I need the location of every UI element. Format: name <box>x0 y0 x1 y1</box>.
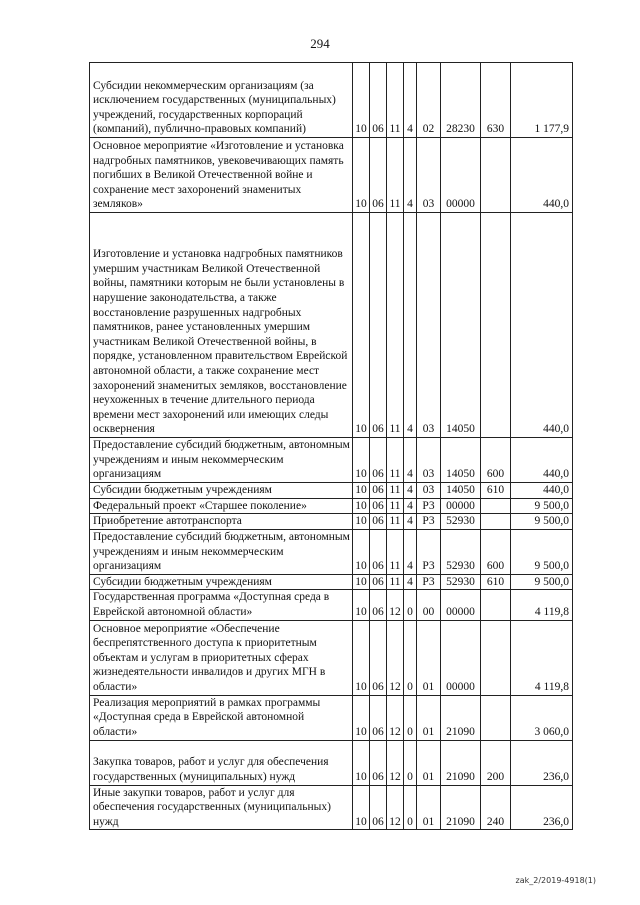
table-row <box>90 620 573 695</box>
row-code-c1: 10 <box>353 590 370 620</box>
row-code-vr <box>481 695 511 740</box>
row-code-vr: 630 <box>481 63 511 138</box>
row-amount: 236,0 <box>511 740 573 785</box>
row-code-c1: 10 <box>353 529 370 574</box>
row-code-c2: 06 <box>370 574 387 590</box>
row-code-c2: 06 <box>370 590 387 620</box>
row-code-c3: 11 <box>387 483 404 499</box>
row-amount: 4 119,8 <box>511 620 573 695</box>
row-code-c5: 02 <box>417 63 441 138</box>
row-code-c6: 14050 <box>441 483 481 499</box>
row-code-c4: 0 <box>404 785 417 830</box>
row-code-c4: 4 <box>404 514 417 530</box>
row-code-c1: 10 <box>353 620 370 695</box>
row-code-c3: 11 <box>387 138 404 213</box>
row-code-c1: 10 <box>353 695 370 740</box>
row-amount: 440,0 <box>511 438 573 483</box>
row-code-vr <box>481 498 511 514</box>
row-code-c6: 00000 <box>441 620 481 695</box>
row-code-c6: 00000 <box>441 498 481 514</box>
row-code-c1: 10 <box>353 63 370 138</box>
row-code-c1: 10 <box>353 574 370 590</box>
row-code-c4: 0 <box>404 695 417 740</box>
row-code-c3: 12 <box>387 590 404 620</box>
row-code-vr <box>481 514 511 530</box>
row-amount: 236,0 <box>511 785 573 830</box>
row-code-c3: 12 <box>387 740 404 785</box>
row-code-c6: 28230 <box>441 63 481 138</box>
row-code-c3: 11 <box>387 438 404 483</box>
page-number: 294 <box>310 36 330 51</box>
row-name: Федеральный проект «Старшее поколение» <box>90 498 353 514</box>
row-code-c3: 12 <box>387 785 404 830</box>
row-code-c3: 12 <box>387 695 404 740</box>
row-code-c6: 21090 <box>441 695 481 740</box>
row-code-c2: 06 <box>370 498 387 514</box>
row-code-c5: 01 <box>417 620 441 695</box>
row-code-c1: 10 <box>353 483 370 499</box>
row-name: Изготовление и установка надгробных памятников умершим участникам Великой Отечественной войны, памятники которым не были установлены в нарушение законодательства, а также восстановление разрушенных надгробных памятников, ранее установленных умершим участникам Великой Отечественной войны, в порядке, установленном правительством Еврейской автономной области, а также сохранение мест захоронений знаменитых земляков, восстановление неухоженных в течение длительного периода времени мест захоронений или имеющих следы осквернения <box>90 213 353 438</box>
row-code-c1: 10 <box>353 740 370 785</box>
row-amount: 440,0 <box>511 483 573 499</box>
row-code-c1: 10 <box>353 785 370 830</box>
row-code-c3: 11 <box>387 213 404 438</box>
row-code-c3: 12 <box>387 620 404 695</box>
row-code-c3: 11 <box>387 574 404 590</box>
table-row <box>90 498 573 514</box>
footer-code: zak_2/2019-4918(1) <box>515 876 596 885</box>
row-code-c4: 4 <box>404 498 417 514</box>
table-row <box>90 590 573 620</box>
row-code-c2: 06 <box>370 785 387 830</box>
row-code-c3: 11 <box>387 529 404 574</box>
row-code-c5: 01 <box>417 740 441 785</box>
row-code-c6: 52930 <box>441 514 481 530</box>
row-code-c4: 0 <box>404 590 417 620</box>
row-amount: 4 119,8 <box>511 590 573 620</box>
row-code-c5: 01 <box>417 785 441 830</box>
row-code-c4: 4 <box>404 574 417 590</box>
row-name: Основное мероприятие «Изготовление и установка надгробных памятников, увековечивающих память погибших в Великой Отечественной войне и сохранение мест захоронений знаменитых земляков» <box>90 138 353 213</box>
row-code-c5: 03 <box>417 213 441 438</box>
row-name: Предоставление субсидий бюджетным, автономным учреждениям и иным некоммерческим организациям <box>90 438 353 483</box>
row-code-c5: P3 <box>417 514 441 530</box>
row-code-c2: 06 <box>370 213 387 438</box>
row-code-c1: 10 <box>353 213 370 438</box>
row-name: Закупка товаров, работ и услуг для обеспечения государственных (муниципальных) нужд <box>90 740 353 785</box>
row-amount: 9 500,0 <box>511 574 573 590</box>
row-code-c3: 11 <box>387 63 404 138</box>
row-code-c5: P3 <box>417 498 441 514</box>
row-name: Государственная программа «Доступная среда в Еврейской автономной области» <box>90 590 353 620</box>
table-row <box>90 529 573 574</box>
table-row <box>90 514 573 530</box>
row-code-c1: 10 <box>353 438 370 483</box>
row-amount: 440,0 <box>511 138 573 213</box>
row-code-c5: 01 <box>417 695 441 740</box>
row-code-vr: 240 <box>481 785 511 830</box>
row-code-c4: 4 <box>404 483 417 499</box>
row-code-c2: 06 <box>370 620 387 695</box>
row-code-vr <box>481 590 511 620</box>
row-code-c1: 10 <box>353 514 370 530</box>
row-amount: 1 177,9 <box>511 63 573 138</box>
row-code-c4: 4 <box>404 138 417 213</box>
row-code-c1: 10 <box>353 498 370 514</box>
row-code-c1: 10 <box>353 138 370 213</box>
row-code-c6: 52930 <box>441 574 481 590</box>
row-code-c2: 06 <box>370 514 387 530</box>
row-code-c2: 06 <box>370 438 387 483</box>
row-amount: 9 500,0 <box>511 514 573 530</box>
table-row <box>90 138 573 213</box>
row-code-vr <box>481 213 511 438</box>
row-code-c4: 4 <box>404 213 417 438</box>
row-code-c6: 00000 <box>441 138 481 213</box>
row-code-c4: 0 <box>404 740 417 785</box>
row-code-vr: 600 <box>481 529 511 574</box>
row-code-c4: 4 <box>404 63 417 138</box>
table-row <box>90 213 573 438</box>
row-name: Основное мероприятие «Обеспечение беспрепятственного доступа к приоритетным объектам и услугам в приоритетных сферах жизнедеятельности инвалидов и других МГН в области» <box>90 620 353 695</box>
row-code-c5: 03 <box>417 438 441 483</box>
row-name: Субсидии бюджетным учреждениям <box>90 574 353 590</box>
row-code-c5: P3 <box>417 574 441 590</box>
row-code-vr: 610 <box>481 483 511 499</box>
row-code-c2: 06 <box>370 529 387 574</box>
row-name: Реализация мероприятий в рамках программы «Доступная среда в Еврейской автономной области» <box>90 695 353 740</box>
row-name: Субсидии бюджетным учреждениям <box>90 483 353 499</box>
row-code-c3: 11 <box>387 514 404 530</box>
row-code-vr: 610 <box>481 574 511 590</box>
row-code-c4: 0 <box>404 620 417 695</box>
row-code-vr <box>481 620 511 695</box>
row-code-c2: 06 <box>370 63 387 138</box>
row-code-c6: 14050 <box>441 213 481 438</box>
row-code-c6: 21090 <box>441 785 481 830</box>
table-row <box>90 574 573 590</box>
row-code-c4: 4 <box>404 438 417 483</box>
table-row <box>90 695 573 740</box>
row-code-c5: 03 <box>417 483 441 499</box>
row-code-c2: 06 <box>370 138 387 213</box>
row-amount: 9 500,0 <box>511 498 573 514</box>
table-row <box>90 63 573 138</box>
budget-table <box>89 62 573 830</box>
row-code-c2: 06 <box>370 695 387 740</box>
row-code-c6: 14050 <box>441 438 481 483</box>
row-code-c5: 00 <box>417 590 441 620</box>
table-row <box>90 740 573 785</box>
row-name: Иные закупки товаров, работ и услуг для обеспечения государственных (муниципальных) нужд <box>90 785 353 830</box>
row-amount: 440,0 <box>511 213 573 438</box>
row-code-c6: 21090 <box>441 740 481 785</box>
row-code-c6: 52930 <box>441 529 481 574</box>
row-code-c3: 11 <box>387 498 404 514</box>
row-code-c5: 03 <box>417 138 441 213</box>
row-amount: 3 060,0 <box>511 695 573 740</box>
row-code-c6: 00000 <box>441 590 481 620</box>
row-amount: 9 500,0 <box>511 529 573 574</box>
table-row <box>90 438 573 483</box>
row-name: Субсидии некоммерческим организациям (за исключением государственных (муниципальных) учреждений, государственных корпораций (компаний), публично-правовых компаний) <box>90 63 353 138</box>
row-code-vr <box>481 138 511 213</box>
row-name: Приобретение автотранспорта <box>90 514 353 530</box>
row-code-c4: 4 <box>404 529 417 574</box>
table-row <box>90 483 573 499</box>
row-name: Предоставление субсидий бюджетным, автономным учреждениям и иным некоммерческим организациям <box>90 529 353 574</box>
row-code-vr: 200 <box>481 740 511 785</box>
row-code-vr: 600 <box>481 438 511 483</box>
row-code-c2: 06 <box>370 483 387 499</box>
row-code-c2: 06 <box>370 740 387 785</box>
row-code-c5: P3 <box>417 529 441 574</box>
table-row <box>90 785 573 830</box>
